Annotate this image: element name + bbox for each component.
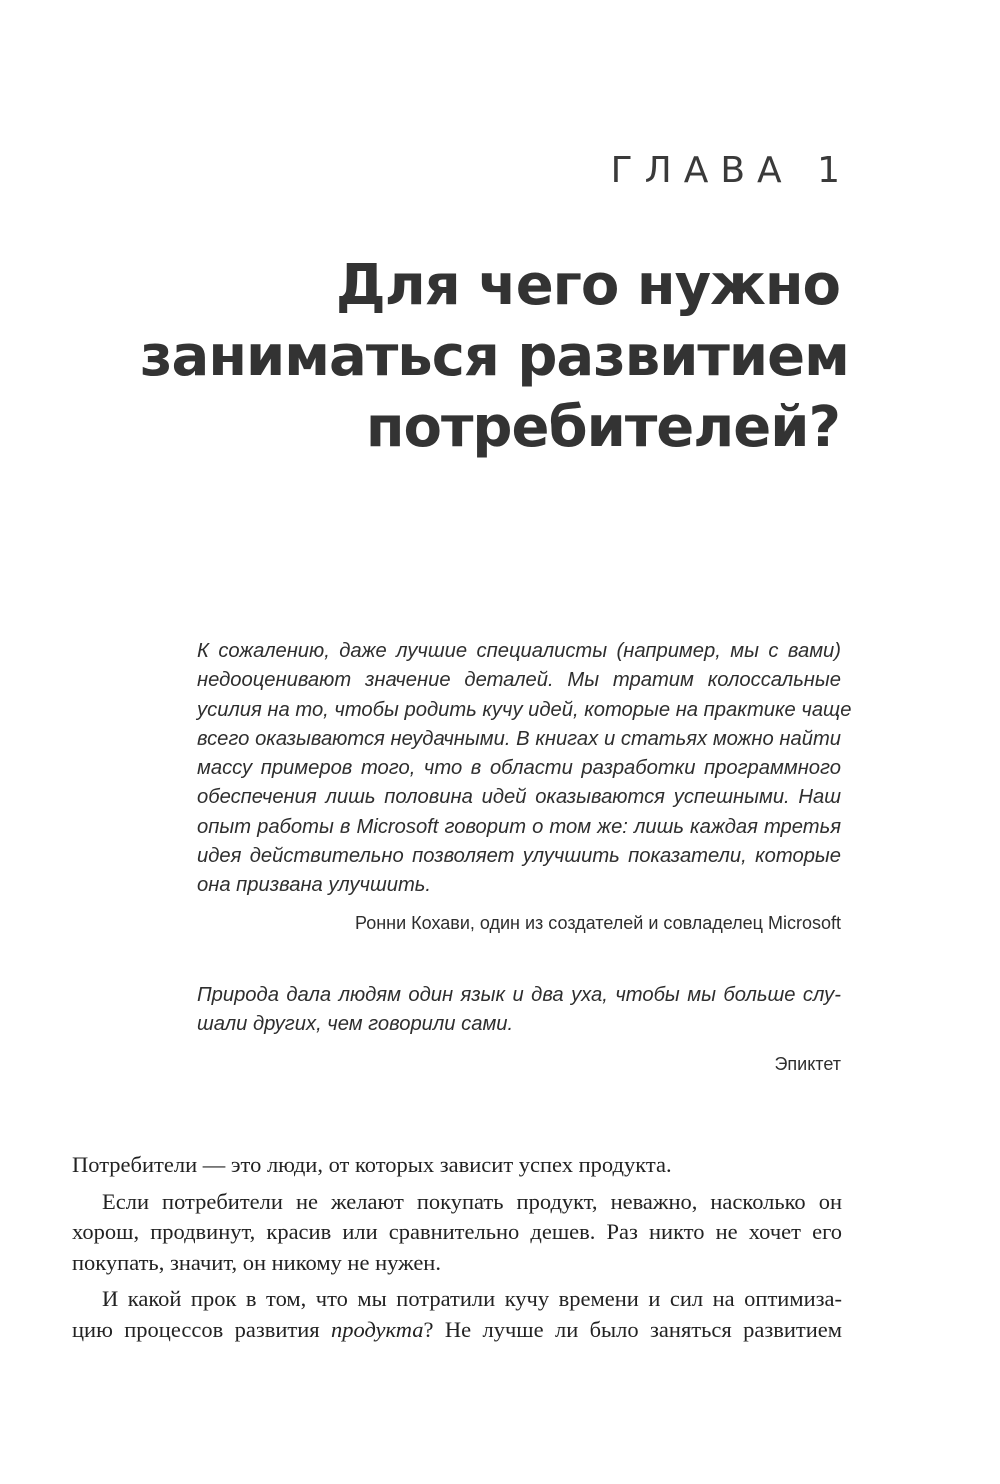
epigraph-attribution: Ронни Кохави, один из создателей и совладелец Microsoft <box>355 912 841 933</box>
epigraph-attribution: Эпиктет <box>774 1053 841 1074</box>
epigraph-line: идея действительно позволяет улучшить показатели, которые <box>197 845 841 868</box>
chapter-title-line: потребителей? <box>365 395 840 460</box>
epigraph-quote <box>197 637 852 901</box>
chapter-label: ГЛАВА 1 <box>610 150 852 191</box>
text-run: цию процессов развития <box>72 1316 331 1342</box>
epigraph-line: обеспечения лишь половина идей оказываются успешными. Наш <box>197 786 841 809</box>
epigraph-line: массу примеров того, что в области разработки программного <box>197 757 841 780</box>
epigraph-quote <box>197 981 841 1040</box>
epigraph-line: недооценивают значение деталей. Мы тратим колоссальные <box>197 669 841 692</box>
epigraph-line: она призвана улучшить. <box>197 874 431 897</box>
chapter-title-line: заниматься развитием <box>140 324 849 389</box>
paragraph <box>72 1150 842 1181</box>
epigraph-line: всего оказываются неудачными. В книгах и статьях можно найти <box>197 727 841 750</box>
paragraph-line: Если потребители не желают покупать продукт, неважно, насколько он <box>102 1188 842 1214</box>
text-run: ? Не лучше ли было заняться развитием <box>423 1316 842 1342</box>
epigraph-line: Природа дала людям один язык и два уха, чтобы мы больше слу- <box>197 984 841 1006</box>
epigraph-kohavi <box>197 637 852 934</box>
paragraph <box>72 1284 842 1345</box>
paragraph-line: покупать, значит, он никому не нужен. <box>72 1249 441 1275</box>
body-text <box>72 1150 842 1351</box>
paragraph-line: И какой прок в том, что мы потратили кучу времени и сил на оптимиза- <box>102 1286 842 1311</box>
epigraph-line: К сожалению, даже лучшие специалисты (например, мы с вами) <box>197 640 841 662</box>
epigraph-line: шали других, чем говорили сами. <box>197 1013 514 1036</box>
chapter-title-line: Для чего нужно <box>335 253 840 318</box>
paragraph-line <box>72 1315 842 1346</box>
paragraph-line: Потребители — это люди, от которых зависит успех продукта. <box>72 1152 672 1177</box>
epigraph-line: опыт работы в Microsoft говорит о том же: лишь каждая третья <box>197 815 841 838</box>
chapter-title <box>140 250 849 463</box>
emphasis-text: продукта <box>331 1316 424 1342</box>
paragraph-line: хорош, продвинут, красив или сравнительно дешев. Раз никто не хочет его <box>72 1219 842 1244</box>
paragraph <box>72 1187 842 1279</box>
epigraph-line: усилия на то, чтобы родить кучу идей, которые на практике чаще <box>197 698 852 721</box>
epigraph-epictetus <box>197 981 841 1075</box>
